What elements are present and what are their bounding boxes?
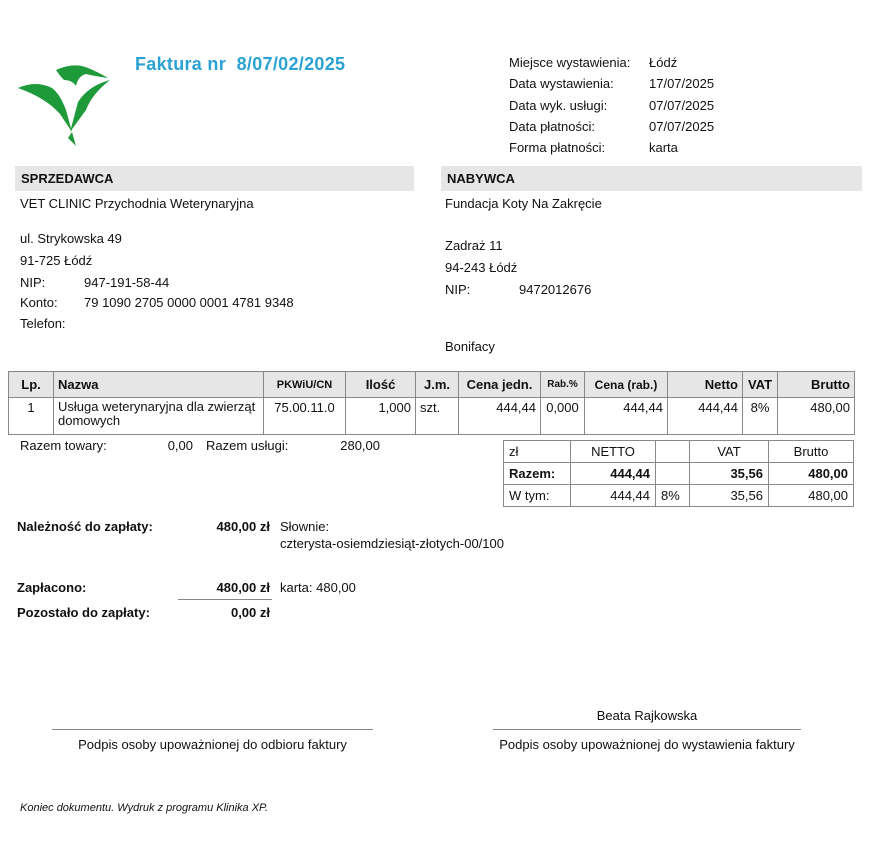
due-value: 480,00 zł bbox=[216, 519, 270, 534]
buyer-note: Bonifacy bbox=[445, 339, 495, 354]
due-label: Należność do zapłaty: bbox=[17, 519, 153, 534]
seller-nip-label: NIP: bbox=[20, 275, 46, 290]
seller-konto: 79 1090 2705 0000 0001 4781 9348 bbox=[84, 295, 294, 310]
invoice-meta bbox=[509, 52, 714, 158]
vat-wtym-label: W tym: bbox=[504, 485, 571, 507]
paid-method: karta: 480,00 bbox=[280, 580, 356, 595]
remaining-value: 0,00 zł bbox=[230, 605, 270, 620]
meta-label: Forma płatności: bbox=[509, 140, 606, 156]
vat-rate-header bbox=[656, 441, 690, 463]
receiver-caption: Podpis osoby upoważnionej do odbioru faktury bbox=[78, 737, 347, 752]
meta-row bbox=[509, 116, 714, 137]
receiver-signature-line bbox=[52, 729, 373, 730]
vat-wtym-rate: 8% bbox=[656, 485, 690, 507]
vat-currency: zł bbox=[504, 441, 571, 463]
vat-razem-brutto: 480,00 bbox=[769, 463, 854, 485]
remaining-label: Pozostało do zapłaty: bbox=[17, 605, 150, 620]
cell-cena: 444,44 bbox=[459, 398, 541, 435]
razem-towary-label: Razem towary: bbox=[20, 438, 107, 453]
col-lp: Lp. bbox=[9, 372, 54, 398]
vat-wtym-vat: 35,56 bbox=[690, 485, 769, 507]
cell-pkwiu: 75.00.11.0 bbox=[264, 398, 346, 435]
buyer-nip-label: NIP: bbox=[445, 282, 471, 297]
razem-uslugi-value: 280,00 bbox=[340, 438, 380, 453]
issuer-caption: Podpis osoby upoważnionej do wystawienia faktury bbox=[499, 737, 795, 752]
vat-wtym-netto: 444,44 bbox=[571, 485, 656, 507]
vat-summary-table bbox=[503, 440, 854, 507]
document-footer: Koniec dokumentu. Wydruk z programu Klinika XP. bbox=[20, 802, 269, 814]
items-table bbox=[8, 371, 855, 435]
meta-label: Data wyk. usługi: bbox=[509, 97, 608, 113]
vat-header-row bbox=[504, 441, 854, 463]
meta-value: 17/07/2025 bbox=[649, 76, 715, 92]
words-label: Słownie: bbox=[280, 519, 330, 534]
seller-telefon-label: Telefon: bbox=[20, 316, 66, 331]
vat-brutto-header: Brutto bbox=[769, 441, 854, 463]
col-cena-rab: Cena (rab.) bbox=[585, 372, 668, 398]
vet-clinic-logo-icon bbox=[16, 58, 112, 150]
buyer-nip: 9472012676 bbox=[519, 282, 592, 297]
invoice-title: Faktura nr 8/07/02/2025 bbox=[135, 54, 346, 74]
meta-value: Łódź bbox=[649, 55, 678, 70]
meta-row bbox=[509, 73, 714, 94]
cell-jm: szt. bbox=[416, 398, 459, 435]
meta-row bbox=[509, 137, 714, 158]
table-row bbox=[9, 398, 855, 435]
buyer-city: 94-243 Łódź bbox=[445, 260, 518, 275]
issuer-name: Beata Rajkowska bbox=[596, 708, 698, 723]
meta-label: Data płatności: bbox=[509, 118, 595, 134]
vat-wtym-row bbox=[504, 485, 854, 507]
col-netto: Netto bbox=[668, 372, 743, 398]
cell-vat: 8% bbox=[743, 398, 778, 435]
buyer-name: Fundacja Koty Na Zakręcie bbox=[445, 196, 602, 211]
items-header-row bbox=[9, 372, 855, 398]
seller-konto-label: Konto: bbox=[20, 295, 58, 310]
vat-razem-label: Razem: bbox=[504, 463, 571, 485]
vat-wtym-brutto: 480,00 bbox=[769, 485, 854, 507]
seller-street: ul. Strykowska 49 bbox=[20, 231, 122, 246]
cell-nazwa: Usługa weterynaryjna dla zwierząt domowych bbox=[54, 398, 264, 435]
words-value: czterysta-osiemdziesiąt-złotych-00/100 bbox=[280, 536, 504, 551]
meta-row bbox=[509, 52, 714, 73]
issuer-signature-line bbox=[493, 729, 801, 730]
buyer-street: Zadraż 11 bbox=[445, 238, 503, 253]
seller-heading: SPRZEDAWCA bbox=[15, 166, 414, 191]
cell-netto: 444,44 bbox=[668, 398, 743, 435]
cell-cena-rab: 444,44 bbox=[585, 398, 668, 435]
razem-towary-value: 0,00 bbox=[167, 438, 193, 453]
col-pkwiu: PKWiU/CN bbox=[264, 372, 346, 398]
meta-value: 07/07/2025 bbox=[649, 118, 715, 134]
meta-label: Miejsce wystawienia: bbox=[509, 55, 631, 70]
col-nazwa: Nazwa bbox=[54, 372, 264, 398]
meta-label: Data wystawienia: bbox=[509, 76, 614, 92]
col-jm: J.m. bbox=[416, 372, 459, 398]
vat-razem-rate bbox=[656, 463, 690, 485]
vat-vat-header: VAT bbox=[690, 441, 769, 463]
seller-nip: 947-191-58-44 bbox=[84, 275, 170, 290]
meta-value: 07/07/2025 bbox=[649, 97, 715, 113]
vat-razem-row bbox=[504, 463, 854, 485]
col-cena: Cena jedn. bbox=[459, 372, 541, 398]
vat-razem-netto: 444,44 bbox=[571, 463, 656, 485]
cell-brutto: 480,00 bbox=[778, 398, 855, 435]
col-ilosc: Ilość bbox=[346, 372, 416, 398]
seller-name: VET CLINIC Przychodnia Weterynaryjna bbox=[20, 196, 254, 211]
col-brutto: Brutto bbox=[778, 372, 855, 398]
paid-divider bbox=[178, 599, 272, 600]
buyer-heading: NABYWCA bbox=[441, 166, 862, 191]
col-rab: Rab.% bbox=[541, 372, 585, 398]
meta-value: karta bbox=[649, 140, 678, 156]
vat-netto-header: NETTO bbox=[571, 441, 656, 463]
cell-lp: 1 bbox=[9, 398, 54, 435]
col-vat: VAT bbox=[743, 372, 778, 398]
cell-rab: 0,000 bbox=[541, 398, 585, 435]
vat-razem-vat: 35,56 bbox=[690, 463, 769, 485]
seller-city: 91-725 Łódź bbox=[20, 253, 93, 268]
paid-label: Zapłacono: bbox=[17, 580, 87, 595]
razem-uslugi-label: Razem usługi: bbox=[206, 438, 289, 453]
meta-row bbox=[509, 95, 714, 116]
paid-value: 480,00 zł bbox=[216, 580, 270, 595]
cell-ilosc: 1,000 bbox=[346, 398, 416, 435]
